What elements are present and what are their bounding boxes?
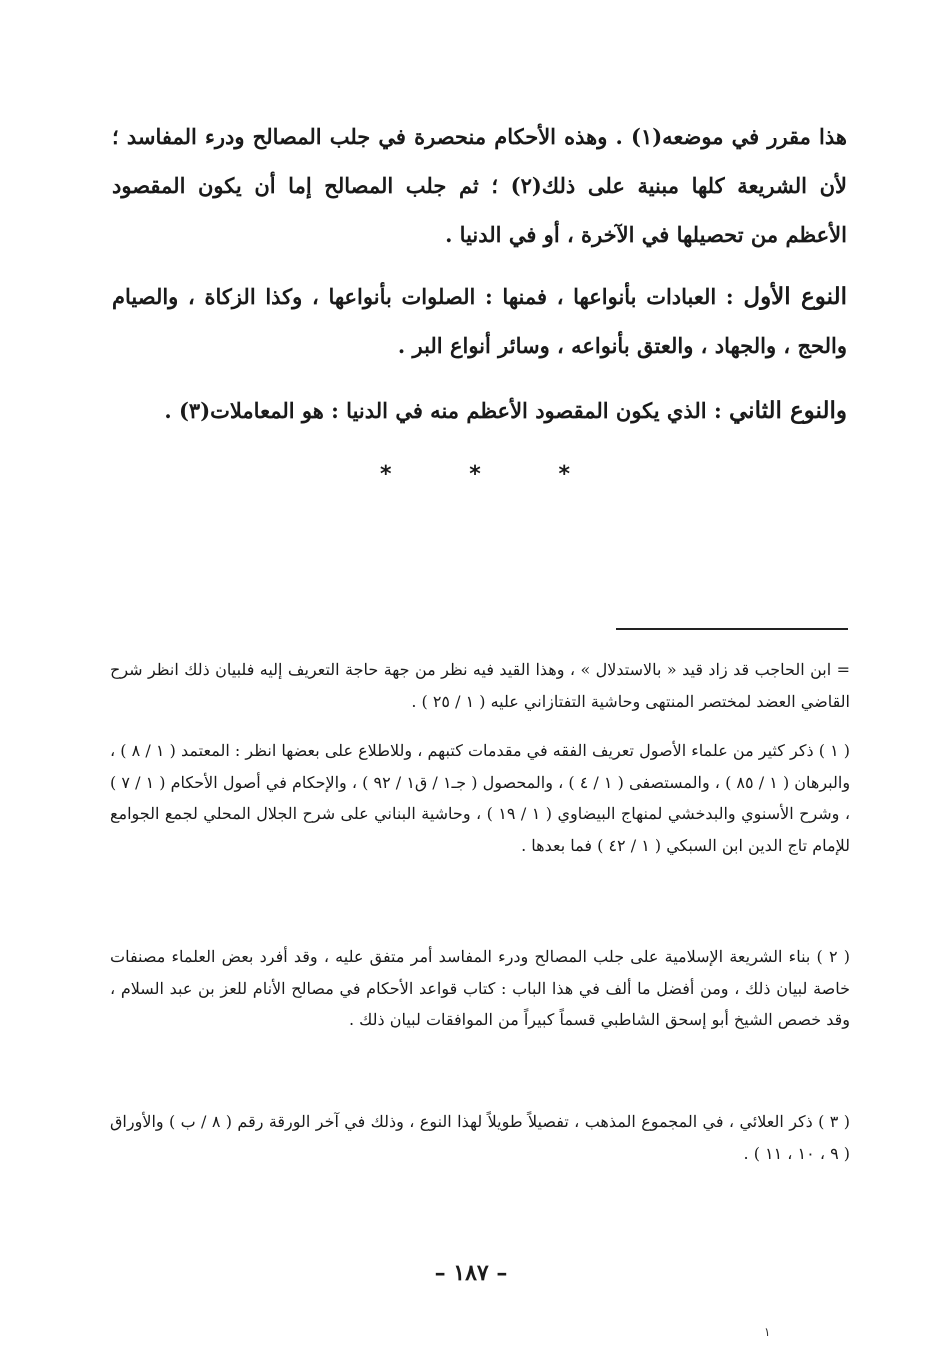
page-number: – ١٨٧ – xyxy=(434,1260,508,1286)
footnote-text: ( ٣ ) ذكر العلائي ، في المجموع المذهب ، تفصيلاً طويلاً لهذا النوع ، وذلك في آخر الورقة رقم ( ٨ / ب ) والأوراق ( ٩ ، ١٠ ، ١١ ) . xyxy=(110,1112,850,1163)
separator-star: * xyxy=(469,462,481,487)
section-heading-first-kind: النوع الأول xyxy=(743,283,847,310)
paragraph-text: : العبادات بأنواعها ، فمنها : الصلوات بأنواعها ، وكذا الزكاة ، والصيام والحج ، والجهاد ، والعتق بأنواعه ، وسائر أنواع البر . xyxy=(112,284,847,358)
footnote-continuation xyxy=(110,654,850,717)
section-separator xyxy=(380,462,570,487)
body-paragraph-3 xyxy=(112,386,847,435)
separator-star: * xyxy=(380,462,392,487)
margin-mark: ١ xyxy=(764,1325,771,1339)
footnote-2 xyxy=(110,941,850,1036)
body-paragraph-1 xyxy=(112,112,847,259)
body-paragraph-2 xyxy=(112,272,847,370)
footnote-3 xyxy=(110,1106,850,1169)
footnote-text: ( ١ ) ذكر كثير من علماء الأصول تعريف الفقه في مقدمات كتبهم ، وللاطلاع على بعضها انظر : المعتمد ( ١ / ٨ ) ، والبرهان ( ١ / ٨٥ ) ، والمستصفى ( ١ / ٤ ) ، والمحصول ( جـ١ / ق١ / ٩٢ ) ، والإحكام في أصول الأحكام ( ١ / ٧ ) ، وشرح الأسنوي والبدخشي لمنهاج البيضاوي ( ١ / ١٩ ) ، وحاشية البناني على شرح الجلال المحلي لجمع الجوامع للإمام تاج الدين ابن السبكي ( ١ / ٤٢ ) فما بعدها . xyxy=(110,741,851,855)
footnote-text: = ابن الحاجب قد زاد قيد « بالاستدلال » ، وهذا القيد فيه نظر من جهة حاجة التعريف إليه فلبيان ذلك انظر شرح القاضي العضد لمختصر المنتهى وحاشية التفتازاني عليه ( ١ / ٢٥ ) . xyxy=(110,660,850,711)
section-heading-second-kind: والنوع الثاني xyxy=(729,397,847,424)
paragraph-text: : الذي يكون المقصود الأعظم منه في الدنيا : هو المعاملات(٣) . xyxy=(164,398,722,423)
separator-star: * xyxy=(558,462,570,487)
footnote-text: ( ٢ ) بناء الشريعة الإسلامية على جلب المصالح ودرء المفاسد أمر متفق عليه ، وقد أفرد بعض العلماء مصنفات خاصة لبيان ذلك ، ومن أفضل ما ألف في هذا الباب : كتاب قواعد الأحكام في مصالح الأنام للعز بن عبد السلام ، وقد خصص الشيخ أبو إسحق الشاطبي قسماً كبيراً من الموافقات لبيان ذلك . xyxy=(110,947,851,1029)
footnote-1 xyxy=(110,735,850,861)
footnote-divider xyxy=(616,628,848,630)
paragraph-text: هذا مقرر في موضعه(١) . وهذه الأحكام منحصرة في جلب المصالح ودرء المفاسد ؛ لأن الشريعة كلها مبنية على ذلك(٢) ؛ ثم جلب المصالح إما أن يكون المقصود الأعظم من تحصيلها في الآخرة ، أو في الدنيا . xyxy=(112,124,847,247)
